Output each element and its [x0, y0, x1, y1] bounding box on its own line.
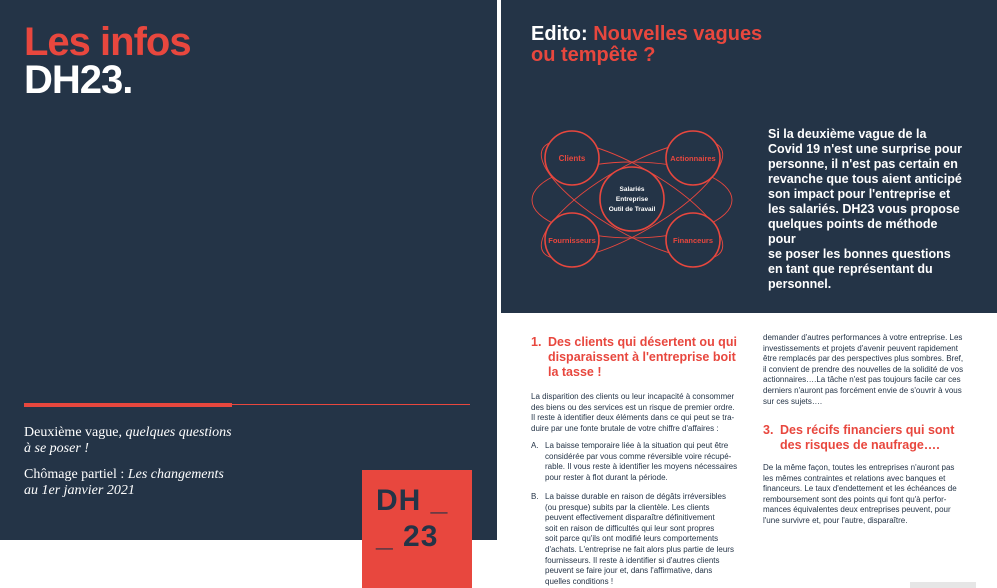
- intro-line: quelques points de méthode pour: [768, 217, 938, 246]
- intro-line: Covid 19 n'est une surprise pour: [768, 142, 962, 156]
- toc-item-1-italic-b: à se poser !: [24, 441, 89, 456]
- section-3-title-line: des risques de naufrage….: [780, 438, 940, 452]
- node-center-label-3: Outil de Travail: [608, 206, 656, 213]
- body-line: actionnaires….La tâche n'est pas toujours facile car ces: [763, 375, 961, 385]
- section-3-title-line: Des récifs financiers qui sont: [780, 423, 955, 437]
- toc-item-chomage-partiel[interactable]: [24, 467, 224, 483]
- body-line: investissements et projets d'avenir peuvent rapidement: [763, 343, 958, 353]
- body-line: fournisseurs. Il reste à identifier si d'autres clients: [545, 555, 720, 565]
- body-line: La baisse temporaire liée à la situation qui peut être: [545, 441, 729, 450]
- edito-title-a: Nouvelles vagues: [593, 23, 763, 45]
- body-line: les mêmes contraintes et relations avec banques et: [763, 473, 946, 483]
- body-line: sur ces sujets….: [763, 396, 823, 406]
- toc-item-deuxieme-vague[interactable]: [24, 425, 232, 441]
- body-line: pour rester à flot durant la période.: [545, 472, 668, 482]
- title-dh23: DH23.: [24, 58, 133, 102]
- body-line: derniers n'auront pas forcément envie de s'ouvrir à vous: [763, 385, 962, 395]
- body-line: d'achats. L'entreprise ne fait alors plus partie de leurs: [545, 544, 734, 554]
- page-footer-tab: [910, 582, 976, 588]
- body-line: Il reste à identifier deux éléments dans ce qui peut se tra-: [531, 413, 735, 423]
- intro-line: se poser les bonnes questions: [768, 247, 951, 261]
- intro-line: revanche que tous aient anticipé: [768, 172, 962, 186]
- section-1-title-line: la tasse !: [548, 365, 602, 379]
- intro-line: les salariés. DH23 vous propose: [768, 202, 960, 216]
- body-line: peuvent se faire jour et, dans l'affirmative, dans: [545, 566, 713, 576]
- section-3-number: 3.: [763, 423, 774, 437]
- body-line: mances équivalentes deux entreprises peuvent, pour: [763, 505, 951, 515]
- intro-line: personnel.: [768, 277, 832, 291]
- body-line: considérée par vous comme réversible voire récupé-: [545, 451, 732, 461]
- body-line: être remplacés par des perspectives plus sombres. Bref,: [763, 354, 964, 364]
- node-financeurs-label: Financeurs: [672, 236, 714, 245]
- dh23-logo: [362, 470, 472, 588]
- toc-item-chomage-partiel-line2[interactable]: [24, 483, 135, 499]
- body-line: il convient de prendre des nouvelles de la solidité de vos: [763, 364, 964, 374]
- toc-item-2-italic-a: Les changements: [127, 467, 224, 482]
- toc-item-1-roman: Deuxième vague,: [24, 425, 126, 440]
- section-1-intro: [531, 392, 756, 434]
- node-center-label-2: Entreprise: [615, 196, 649, 203]
- node-clients-label: Clients: [558, 154, 586, 163]
- section-1-item-b: [531, 492, 756, 587]
- section-3-body: [763, 463, 983, 527]
- toc-item-2-italic-b: au 1er janvier 2021: [24, 483, 135, 498]
- body-line: rable. Il vous reste à identifier les moyens nécessaires: [545, 462, 738, 472]
- intro-line: son impact pour l'entreprise et: [768, 187, 951, 201]
- toc-item-1-italic-a: quelques questions: [125, 425, 232, 440]
- body-line: peuvent effectivement disparaître définitivement: [545, 513, 715, 523]
- item-a-letter: A.: [531, 441, 539, 450]
- section-1-item-a: [531, 441, 756, 483]
- body-line: quelles conditions !: [545, 576, 614, 586]
- title-les-infos: Les infos: [24, 20, 191, 64]
- divider-rule: [24, 403, 470, 407]
- body-line: De la même façon, toutes les entreprises n'auront pas: [763, 463, 955, 472]
- node-actionnaires-label: Actionnaires: [670, 154, 716, 163]
- left-page-panel: [0, 0, 497, 540]
- section-2-continuation: [763, 333, 983, 407]
- divider-rule-thick: [24, 403, 232, 407]
- logo-line-2: _ 23: [376, 520, 439, 553]
- section-1-title-line: Des clients qui désertent ou qui: [548, 335, 737, 349]
- body-line: l'une survivre et, pour l'autre, disparaître.: [763, 515, 908, 525]
- body-line: La disparition des clients ou leur incapacité à consommer: [531, 392, 735, 401]
- edito-intro: [768, 127, 968, 292]
- intro-line: en tant que représentant du: [768, 262, 933, 276]
- node-fournisseurs-label: Fournisseurs: [548, 236, 596, 245]
- toc-item-2-roman: Chômage partiel :: [24, 467, 128, 482]
- section-1-title: [531, 335, 761, 380]
- section-1-title-line: disparaissent à l'entreprise boit: [548, 350, 736, 364]
- node-center-label-1: Salariés: [619, 186, 645, 193]
- intro-line: Si la deuxième vague de la: [768, 127, 927, 141]
- logo-line-1: DH _: [376, 484, 449, 517]
- body-line: soit en raison de difficultés qui leur sont propres: [545, 523, 715, 533]
- edito-title: [531, 24, 762, 66]
- stakeholder-diagram: [530, 118, 735, 283]
- section-1-number: 1.: [531, 335, 542, 349]
- intro-line: personne, il n'est pas certain en: [768, 157, 958, 171]
- edito-title-b: ou tempête ?: [531, 44, 656, 66]
- edito-label: Edito:: [531, 23, 594, 45]
- body-line: financeurs. Le taux d'endettement et les échéances de: [763, 484, 957, 494]
- body-line: demander d'autres performances à votre entreprise. Les: [763, 333, 963, 342]
- item-b-letter: B.: [531, 492, 539, 501]
- body-line: soit parce qu'ils ont modifié leurs comportements: [545, 534, 719, 544]
- section-3-title: [763, 423, 988, 453]
- toc-item-deuxieme-vague-line2[interactable]: [24, 441, 89, 457]
- body-line: remboursement sont des points qui font qu'à perfor-: [763, 494, 947, 504]
- body-line: des biens ou des services est un risque de premier ordre.: [531, 402, 735, 412]
- divider-rule-thin: [232, 404, 470, 405]
- body-line: duire par une fonte brutale de votre chiffre d'affaires :: [531, 423, 719, 433]
- body-line: La baisse durable en raison de dégâts irréversibles: [545, 492, 726, 501]
- body-line: (ou presque) subits par la clientèle. Les clients: [545, 502, 710, 512]
